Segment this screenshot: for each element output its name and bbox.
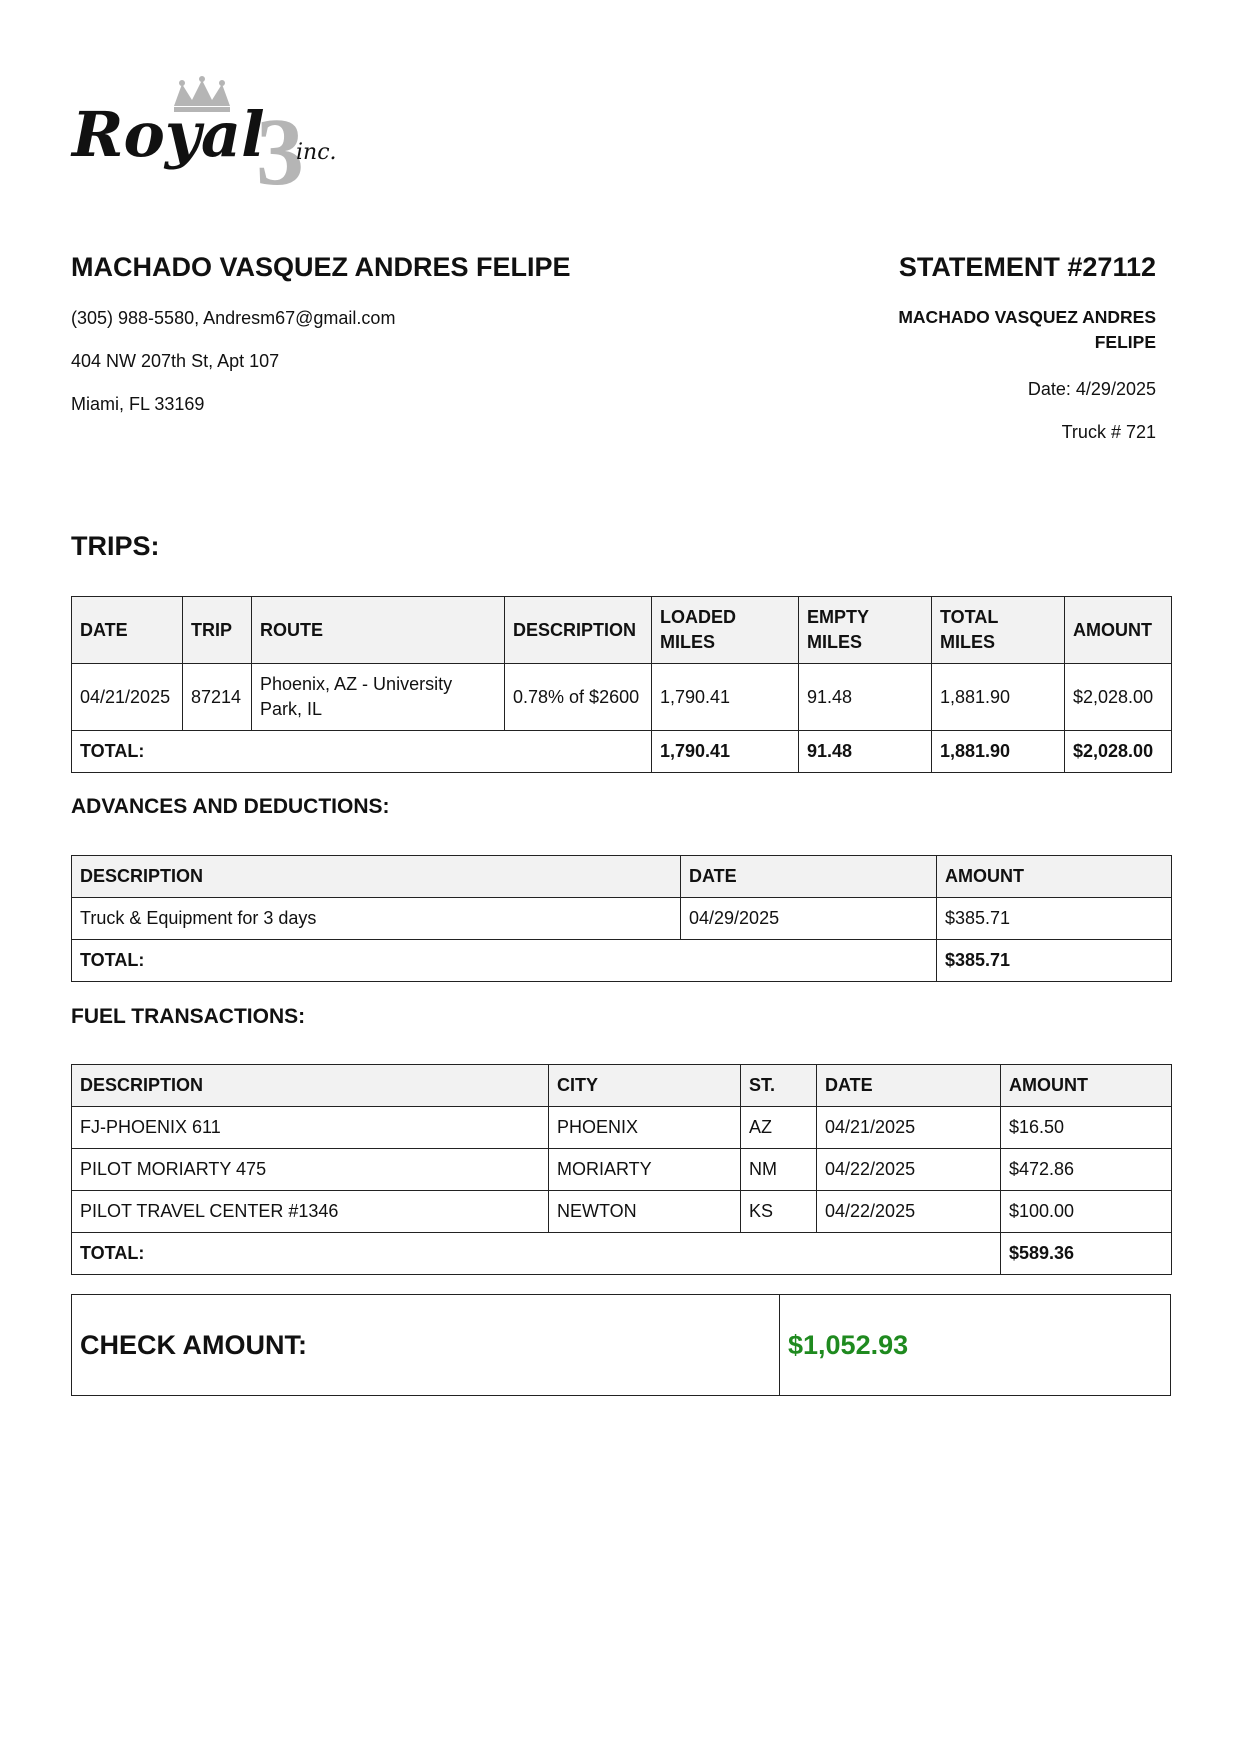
check-amount-box: [71, 1294, 1171, 1396]
advances-total-label: TOTAL:: [72, 940, 937, 982]
fuel-amount: $472.86: [1001, 1149, 1172, 1191]
fuel-city: NEWTON: [549, 1191, 741, 1233]
trips-title: TRIPS:: [71, 531, 160, 561]
fuel-state: AZ: [741, 1107, 817, 1149]
driver-contact: (305) 988-5580, Andresm67@gmail.com: [71, 308, 396, 328]
fuel-total-label: TOTAL:: [72, 1233, 1001, 1275]
col-header-loaded-miles: LOADED MILES: [652, 597, 799, 664]
col-header-amount: AMOUNT: [1065, 597, 1172, 664]
advances-total-amount: $385.71: [937, 940, 1172, 982]
table-row: [72, 898, 1172, 940]
trips-total-miles: 1,881.90: [932, 731, 1065, 773]
col-header-date: DATE: [681, 856, 937, 898]
col-header-amount: AMOUNT: [1001, 1065, 1172, 1107]
fuel-state: NM: [741, 1149, 817, 1191]
advance-date: 04/29/2025: [681, 898, 937, 940]
trip-loaded-miles: 1,790.41: [652, 664, 799, 731]
trip-number: 87214: [183, 664, 252, 731]
table-row: [72, 1191, 1172, 1233]
advances-header-row: [72, 856, 1172, 898]
fuel-table: [71, 1064, 1172, 1275]
trips-header-row: [72, 597, 1172, 664]
col-header-city: CITY: [549, 1065, 741, 1107]
statement-info: [736, 250, 1156, 442]
fuel-state: KS: [741, 1191, 817, 1233]
svg-text:Royal: Royal: [72, 98, 265, 171]
fuel-date: 04/21/2025: [817, 1107, 1001, 1149]
trips-total-label: TOTAL:: [72, 731, 652, 773]
check-amount-value: $1,052.93: [788, 1329, 909, 1360]
table-row: [72, 1149, 1172, 1191]
statement-title: STATEMENT #27112: [898, 252, 1156, 282]
advance-amount: $385.71: [937, 898, 1172, 940]
svg-text:3: 3: [256, 98, 304, 191]
col-header-state: ST.: [741, 1065, 817, 1107]
driver-address-line1: 404 NW 207th St, Apt 107: [71, 351, 280, 371]
fuel-date: 04/22/2025: [817, 1191, 1001, 1233]
table-row: [72, 664, 1172, 731]
trip-route: Phoenix, AZ - University Park, IL: [252, 664, 505, 731]
fuel-title: FUEL TRANSACTIONS:: [71, 1005, 306, 1028]
fuel-description: PILOT TRAVEL CENTER #1346: [72, 1191, 549, 1233]
col-header-date: DATE: [72, 597, 183, 664]
advances-table: [71, 855, 1172, 982]
svg-text:inc.: inc.: [296, 140, 337, 165]
col-header-route: ROUTE: [252, 597, 505, 664]
advance-description: Truck & Equipment for 3 days: [72, 898, 681, 940]
table-row: [72, 1107, 1172, 1149]
trip-empty-miles: 91.48: [799, 664, 932, 731]
truck-number: Truck # 721: [1061, 422, 1156, 442]
driver-name: MACHADO VASQUEZ ANDRES FELIPE: [71, 252, 571, 282]
fuel-header-row: [72, 1065, 1172, 1107]
fuel-city: PHOENIX: [549, 1107, 741, 1149]
statement-date: Date: 4/29/2025: [1027, 379, 1156, 399]
col-header-empty-miles: EMPTY MILES: [799, 597, 932, 664]
fuel-amount: $100.00: [1001, 1191, 1172, 1233]
fuel-amount: $16.50: [1001, 1107, 1172, 1149]
trip-date: 04/21/2025: [72, 664, 183, 731]
col-header-date: DATE: [817, 1065, 1001, 1107]
fuel-description: FJ-PHOENIX 611: [72, 1107, 549, 1149]
advances-total-row: [72, 940, 1172, 982]
col-header-description: DESCRIPTION: [72, 856, 681, 898]
trip-total-miles: 1,881.90: [932, 664, 1065, 731]
trips-total-amount: $2,028.00: [1065, 731, 1172, 773]
trip-amount: $2,028.00: [1065, 664, 1172, 731]
col-header-amount: AMOUNT: [937, 856, 1172, 898]
col-header-total-miles: TOTAL MILES: [932, 597, 1065, 664]
fuel-total-row: [72, 1233, 1172, 1275]
trips-total-empty: 91.48: [799, 731, 932, 773]
trips-total-row: [72, 731, 1172, 773]
col-header-trip: TRIP: [183, 597, 252, 664]
driver-address-line2: Miami, FL 33169: [71, 394, 205, 414]
fuel-date: 04/22/2025: [817, 1149, 1001, 1191]
col-header-description: DESCRIPTION: [505, 597, 652, 664]
col-header-description: DESCRIPTION: [72, 1065, 549, 1107]
fuel-description: PILOT MORIARTY 475: [72, 1149, 549, 1191]
statement-driver-name: MACHADO VASQUEZ ANDRES FELIPE: [898, 307, 1156, 352]
crown-logo-icon: [70, 76, 380, 191]
check-amount-label: CHECK AMOUNT:: [72, 1295, 780, 1395]
driver-info: [71, 250, 711, 414]
trips-table: [71, 596, 1172, 773]
trips-total-loaded: 1,790.41: [652, 731, 799, 773]
fuel-total-amount: $589.36: [1001, 1233, 1172, 1275]
fuel-city: MORIARTY: [549, 1149, 741, 1191]
advances-title: ADVANCES AND DEDUCTIONS:: [71, 795, 390, 818]
company-logo: [70, 76, 380, 191]
trip-description: 0.78% of $2600: [505, 664, 652, 731]
